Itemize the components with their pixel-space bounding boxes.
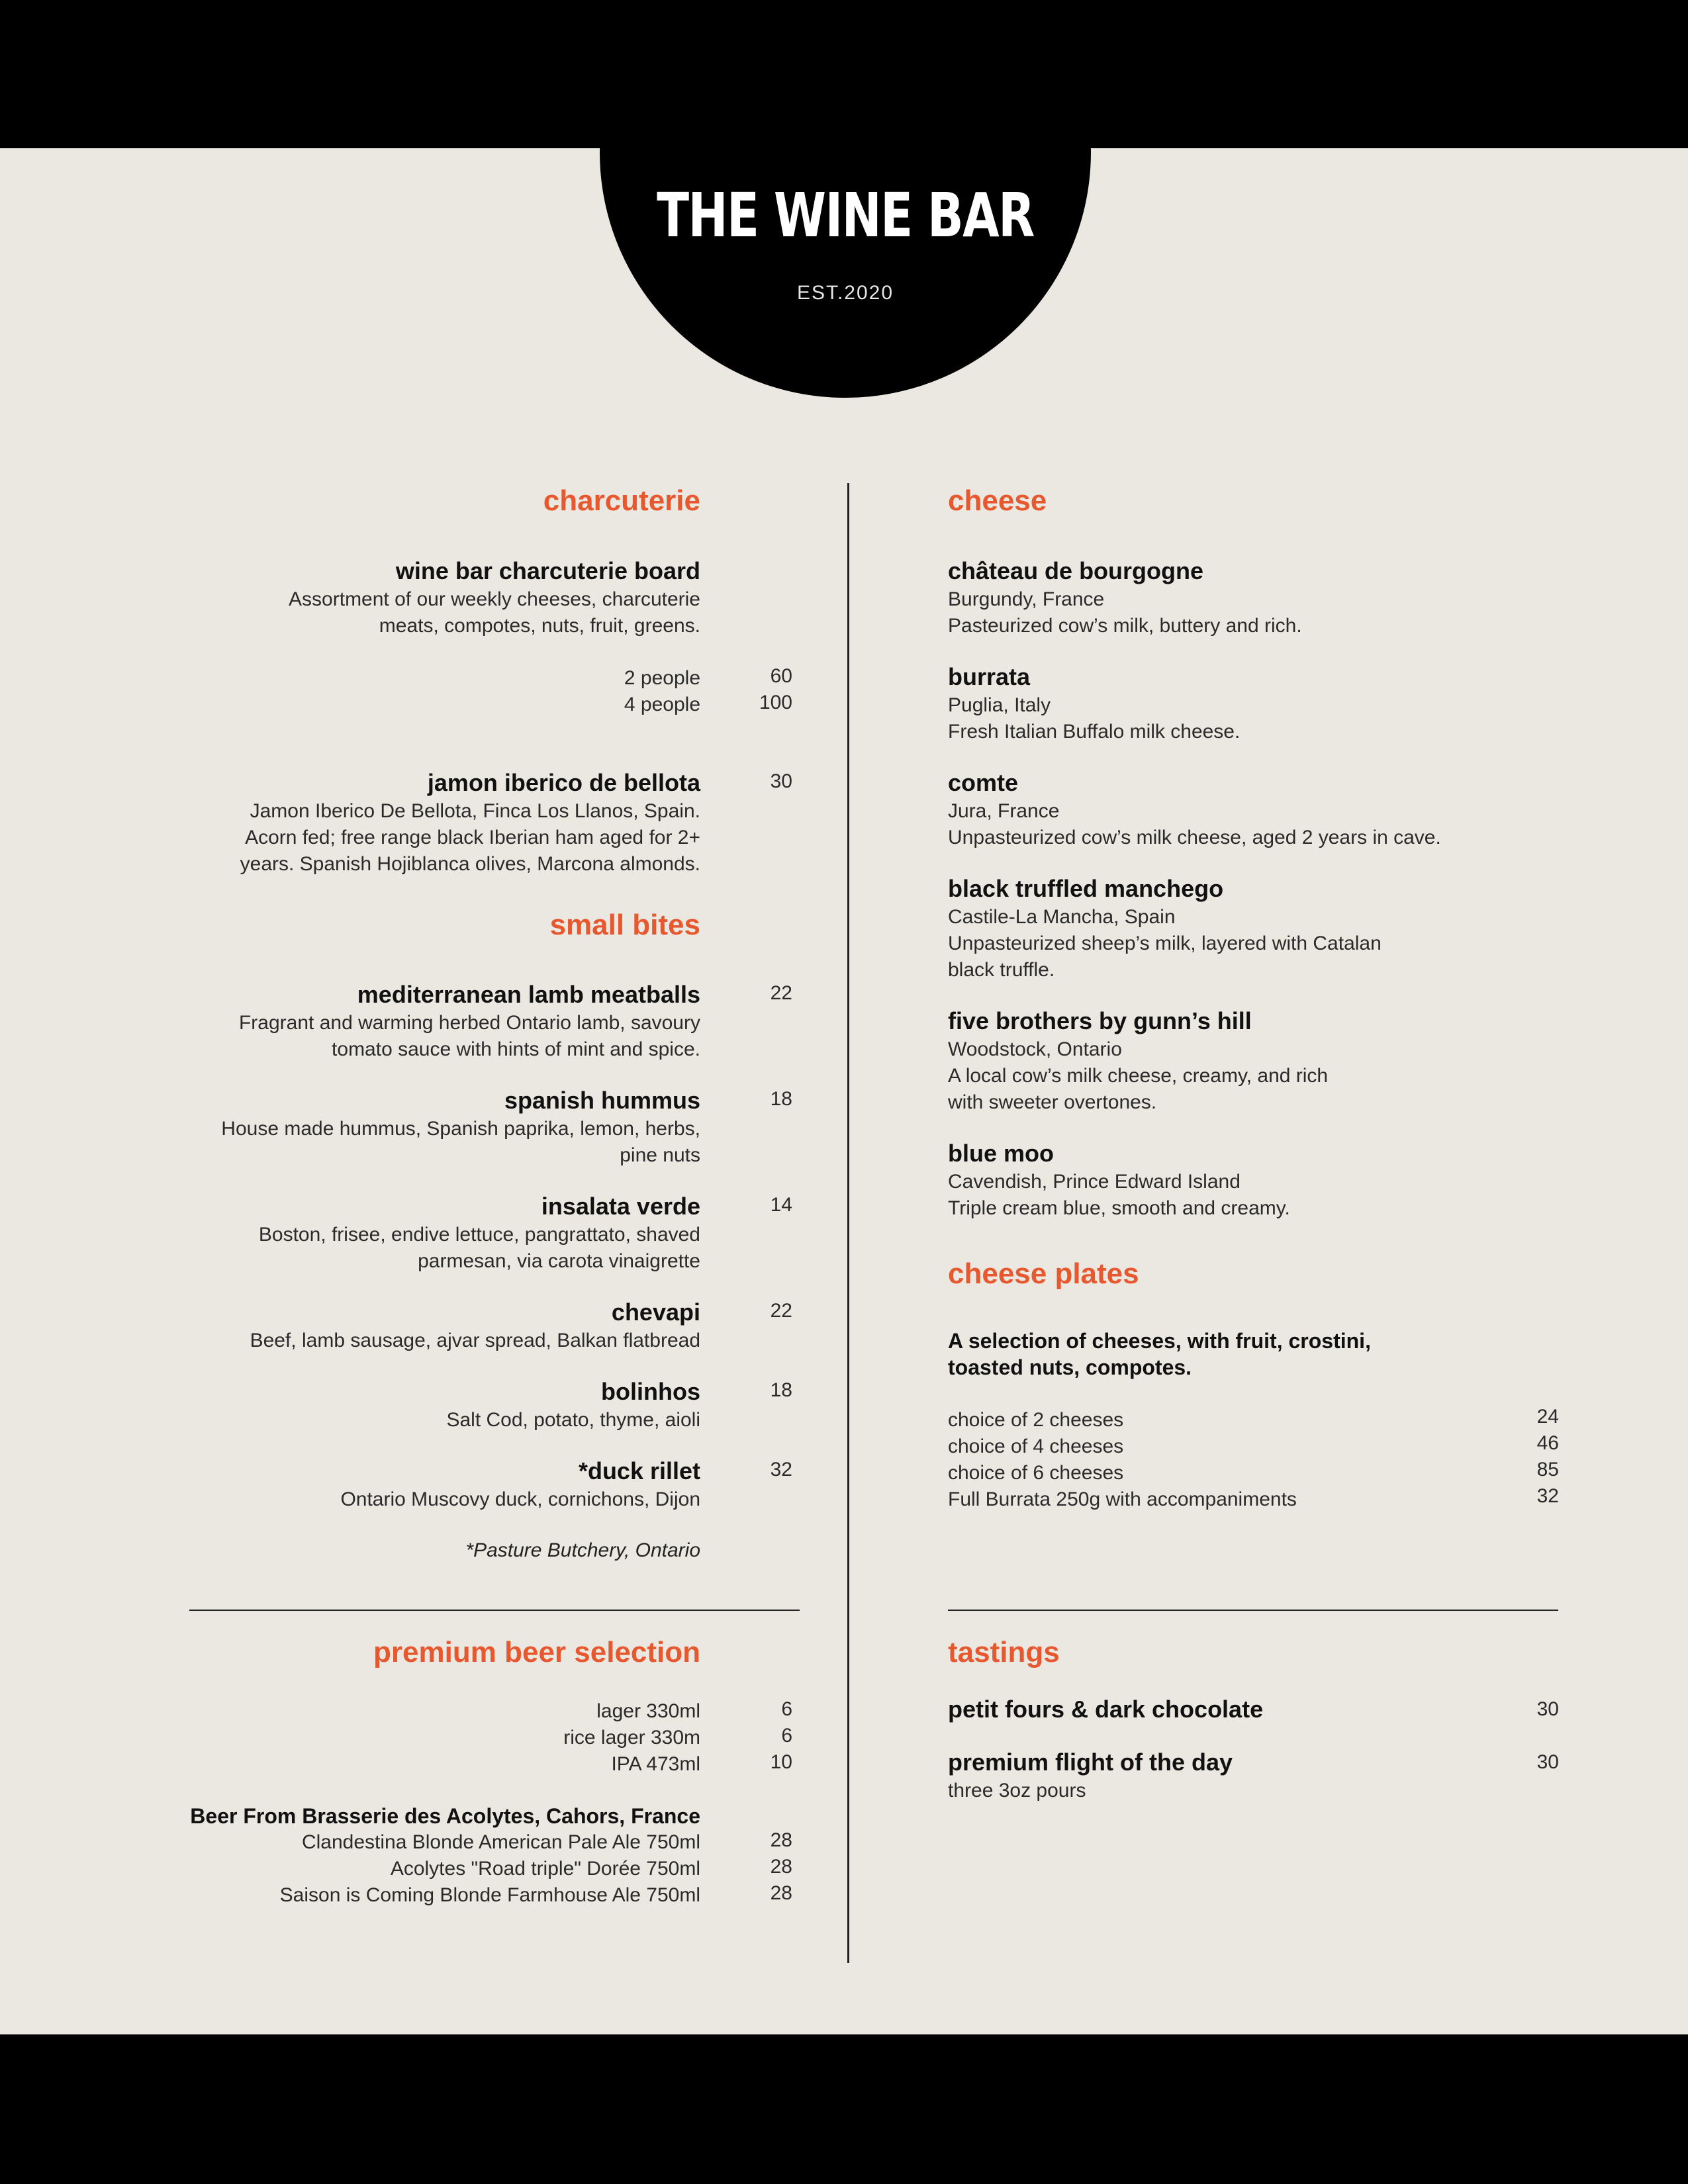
menu-item-price: 14 (770, 1194, 792, 1216)
cheese-desc: Pasteurized cow’s milk, buttery and rich. (948, 615, 1302, 637)
cheese-name: château de bourgogne (948, 557, 1204, 584)
tasting-desc: three 3oz pours (948, 1780, 1086, 1801)
tastings-heading: tastings (948, 1636, 1060, 1668)
board-option-label: 4 people (624, 694, 700, 715)
cheese-origin: Castile-La Mancha, Spain (948, 906, 1176, 928)
beer-label: IPA 473ml (611, 1753, 700, 1775)
menu-item-name: insalata verde (541, 1193, 700, 1220)
cheese-name: comte (948, 769, 1019, 796)
menu-item-desc: tomato sauce with hints of mint and spice. (332, 1038, 700, 1060)
menu-item-desc: Boston, frisee, endive lettuce, pangrattato, shaved (258, 1224, 700, 1246)
brasserie-beer-label: Clandestina Blonde American Pale Ale 750ml (301, 1831, 700, 1853)
cheese-name: five brothers by gunn’s hill (948, 1007, 1252, 1034)
brand-title: THE WINE BAR (657, 180, 1034, 251)
tasting-price: 30 (1536, 1698, 1559, 1720)
plate-option-price: 85 (1536, 1459, 1559, 1480)
cheese-plates-intro: A selection of cheeses, with fruit, crostini, (948, 1329, 1371, 1353)
menu-item-price: 32 (770, 1459, 792, 1480)
cheese-name: blue moo (948, 1140, 1054, 1167)
cheese-desc: with sweeter overtones. (948, 1091, 1157, 1113)
brasserie-beer-price: 28 (770, 1882, 792, 1904)
cheese-name: burrata (948, 663, 1031, 690)
cheese-desc: Unpasteurized sheep’s milk, layered with Catalan (948, 933, 1382, 954)
menu-item-price: 18 (770, 1379, 792, 1401)
cheese-origin: Burgundy, France (948, 588, 1105, 610)
menu-item-desc: pine nuts (620, 1144, 700, 1166)
cheese-origin: Puglia, Italy (948, 694, 1051, 716)
jamon-price: 30 (770, 770, 792, 792)
cheese-origin: Jura, France (948, 800, 1060, 822)
charcuterie-heading: charcuterie (543, 484, 700, 517)
plate-option-price: 46 (1536, 1432, 1559, 1454)
plate-option-label: choice of 6 cheeses (948, 1462, 1124, 1484)
board-option-price: 60 (770, 665, 792, 687)
beer-heading: premium beer selection (373, 1636, 700, 1668)
brasserie-beer-label: Acolytes "Road triple" Dorée 750ml (390, 1858, 700, 1880)
menu-item-name: bolinhos (601, 1378, 700, 1405)
brasserie-beer-price: 28 (770, 1856, 792, 1878)
beer-price: 6 (781, 1725, 792, 1747)
menu-item-desc: Ontario Muscovy duck, cornichons, Dijon (340, 1488, 700, 1510)
plate-option-label: Full Burrata 250g with accompaniments (948, 1488, 1297, 1510)
menu-item-price: 22 (770, 982, 792, 1004)
plate-option-label: choice of 2 cheeses (948, 1409, 1124, 1431)
cheese-desc: Unpasteurized cow’s milk cheese, aged 2 years in cave. (948, 827, 1441, 848)
left-section-divider (189, 1610, 800, 1611)
brasserie-beer-label: Saison is Coming Blonde Farmhouse Ale 750ml (279, 1884, 700, 1906)
menu-item-price: 18 (770, 1088, 792, 1110)
menu-item-desc: Fragrant and warming herbed Ontario lamb, savoury (238, 1012, 700, 1034)
beer-price: 10 (770, 1751, 792, 1773)
cheese-origin: Cavendish, Prince Edward Island (948, 1171, 1241, 1193)
cheese-desc: black truffle. (948, 959, 1055, 981)
brand-subtitle: EST.2020 (796, 282, 894, 304)
menu-item-name: mediterranean lamb meatballs (357, 981, 700, 1008)
menu-item-price: 22 (770, 1300, 792, 1322)
plate-option-price: 24 (1536, 1406, 1559, 1428)
beer-label: lager 330ml (596, 1700, 700, 1722)
cheese-desc: A local cow’s milk cheese, creamy, and rich (948, 1065, 1329, 1087)
jamon-desc: Jamon Iberico De Bellota, Finca Los Llanos, Spain. (250, 800, 700, 822)
right-section-divider (948, 1610, 1558, 1611)
beer-price: 6 (781, 1698, 792, 1720)
bottom-band (0, 2034, 1688, 2184)
brasserie-beer-price: 28 (770, 1829, 792, 1851)
menu-item-name: chevapi (611, 1298, 700, 1326)
tasting-name: petit fours & dark chocolate (948, 1696, 1264, 1723)
board-option-price: 100 (759, 692, 792, 713)
cheese-plates-heading: cheese plates (948, 1257, 1139, 1290)
tasting-name: premium flight of the day (948, 1749, 1233, 1776)
board-option-label: 2 people (624, 667, 700, 689)
small-bites-heading: small bites (549, 909, 700, 941)
menu-item-desc: Salt Cod, potato, thyme, aioli (446, 1409, 700, 1431)
charcuterie-board-name: wine bar charcuterie board (395, 557, 700, 584)
supplier-note: *Pasture Butchery, Ontario (465, 1539, 700, 1561)
menu-item-desc: Beef, lamb sausage, ajvar spread, Balkan flatbread (250, 1330, 700, 1351)
cheese-desc: Fresh Italian Buffalo milk cheese. (948, 721, 1241, 743)
charcuterie-board-desc: meats, compotes, nuts, fruit, greens. (379, 615, 700, 637)
menu-item-name: spanish hummus (504, 1087, 700, 1114)
cheese-desc: Triple cream blue, smooth and creamy. (948, 1197, 1290, 1219)
plate-option-price: 32 (1536, 1485, 1559, 1507)
charcuterie-board-desc: Assortment of our weekly cheeses, charcuterie (289, 588, 700, 610)
column-divider (847, 483, 849, 1963)
brasserie-heading: Beer From Brasserie des Acolytes, Cahors, France (190, 1804, 700, 1828)
plate-option-label: choice of 4 cheeses (948, 1435, 1124, 1457)
menu-item-desc: House made hummus, Spanish paprika, lemon, herbs, (221, 1118, 700, 1140)
jamon-desc: Acorn fed; free range black Iberian ham aged for 2+ (245, 827, 700, 848)
cheese-origin: Woodstock, Ontario (948, 1038, 1122, 1060)
cheese-plates-intro: toasted nuts, compotes. (948, 1355, 1192, 1379)
menu-item-name: *duck rillet (578, 1457, 700, 1484)
cheese-name: black truffled manchego (948, 875, 1224, 902)
beer-label: rice lager 330m (563, 1727, 700, 1749)
tasting-price: 30 (1536, 1751, 1559, 1773)
menu-item-desc: parmesan, via carota vinaigrette (418, 1250, 700, 1272)
jamon-desc: years. Spanish Hojiblanca olives, Marcona almonds. (240, 853, 700, 875)
jamon-name: jamon iberico de bellota (427, 769, 700, 796)
cheese-heading: cheese (948, 484, 1047, 517)
